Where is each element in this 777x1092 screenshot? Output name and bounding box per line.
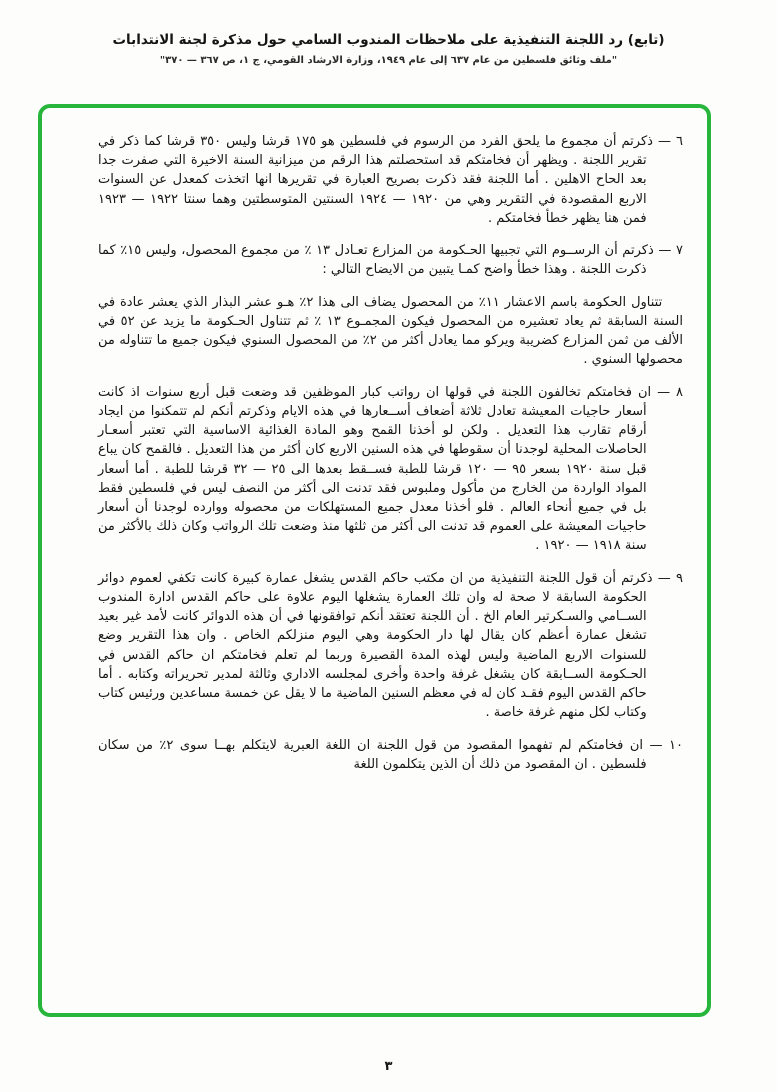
document-source-line: "ملف وثائق فلسطين من عام ٦٣٧ إلى عام ١٩٤٩، وزارة الارشاد القومي، ج ١، ص ٣٦٧ — ٣٧٠" xyxy=(159,55,618,66)
paragraph-7 xyxy=(98,241,683,279)
paragraph-9-text: ذكرتم أن قول اللجنة التنفيذية من ان مكتب حاكم القدس يشغل عمارة كبيرة كانت تكفي لعموم دوائر الحكومة السابقة لا صحة له وان تلك العمارة يشغلها اليوم علاوة على حاكم القدس ادارة المندوب الســامي والسـكرتير العام الخ . أن اللجنة تعتقد أنكم توافقونها في أن هذه الدوائر كانت لأمد غير بعيد تشغل عمارة أعظم كان يقال لها دار الحكومة وهي اليوم منزلكم الخاص . وان هذا التقرير وضع للسنوات الاربع الماضية وليس لهذه المدة القصيرة وربما لم تعلم فخامتكم ان حاكم القدس في الحـكومة الســابقة كان يشغل غرفة واحدة وأخرى لمجلسه الاداري وثالثة لمدير تحريراته وكتابه . أما حاكم القدس اليوم فقـد كان له في معظم السنين الماضية ما لا يقل عن خمسة مساعدين ورئيس كتاب وكتاب لكل منهم غرفة خاصة . xyxy=(98,570,653,721)
paragraph-6-text: ذكرتم أن مجموع ما يلحق الفرد من الرسوم في فلسطين هو ١٧٥ قرشا وليس ٣٥٠ قرشا كما ذكر في تقرير اللجنة . ويظهر أن فخامتكم قد استحصلتم هذا الرقم من ميزانية السنة الاخيرة التي صفرت جدا بعد الحاح الاهلين . أما اللجنة فقد ذكرت بصريح العبارة في تقريرها انها اتخذت كمعدل عن السنوات الاربع المقصودة في التقرير وهي من ١٩٢٠ — ١٩٢٤ السنتين المتوسطتين وهما سنتا ١٩٢٢ — ١٩٢٣ فمن هنا يظهر خطأ فخامتكم . xyxy=(98,134,653,226)
paragraph-9 xyxy=(98,569,683,723)
paragraph-7-number: ٧ — xyxy=(658,243,683,259)
page-number: ٣ xyxy=(384,1059,393,1074)
paragraph-7-subparagraph-text: تتناول الحكومة باسم الاعشار ١١٪ من المحصول يضاف الى هذا ٢٪ هـو عشر البذار الذي يعشر عادة في السنة السابقة ثم يعاد تعشيره من المحصول فيكون المجمـوع ١٣ ٪ ثم تتناول الحـكومة ما يزيد عن ٥٢ في الألف من ثمن المزارع كضريبة ويركو مما يعادل أكثر من ٢٪ من المحصول السنوي فيكون جميع ما تتناوله من محصولها السنوي . xyxy=(98,294,684,368)
paragraph-10-number: ١٠ — xyxy=(649,737,683,753)
document-header xyxy=(0,32,777,66)
paragraph-6 xyxy=(98,132,683,228)
paragraph-7-subparagraph xyxy=(98,293,683,370)
content-frame xyxy=(38,104,711,1017)
paragraph-10 xyxy=(98,736,683,774)
paragraph-8-text: ان فخامتكم تخالفون اللجنة في قولها ان رواتب كبار الموظفين قد وضعت قبل أربع سنوات اذ كانت أسعار حاجيات المعيشة تعادل ثلاثة أضعاف أســعارها في هذه الايام وذكرتم أنكم لم تتمكنوا من ايجاد أرقام تقارب هذا التعديل . ولكن لو أخذنا القمح وهو المادة الغذائية الاساسية التي تعتبر أسعـار الحاصلات المحلية لوجدنا أن سقوطها في هذه السنين الاربع كان أكثر من هذا التعديل . فالقمح كان يباع قبل سنة ١٩٢٠ بسعر ٩٥ — ١٢٠ قرشا للطبة فســقط بعدها الى ٢٥ — ٣٢ قرشا للطبة . أما أسعار المواد الواردة من الخارج من مأكول وملبوس فقد تدنت الى أكثر من النصف ليس في فلسطين فقط بل في جميع أنحاء العالم . فلو أخذنا معدل جميع المستهلكات من محصوله ووارده لوجدنا أن أسعار حاجيات المعيشة على العموم قد تدنت الى أكثر من ثلثها منذ وضعت تلك الرواتب وكان ذلك بالأكثر من سنة ١٩١٨ — ١٩٢٠ . xyxy=(98,384,652,554)
paragraph-8-number: ٨ — xyxy=(657,384,683,400)
paragraph-6-number: ٦ — xyxy=(658,134,684,149)
paragraph-10-text: ان فخامتكم لم تفهموا المقصود من قول اللجنة ان اللغة العبرية لايتكلم بهــا سوى ٢٪ من سكان فلسطين . ان المقصود من ذلك أن الذين يتكلمون اللغة xyxy=(98,737,647,772)
paragraph-8 xyxy=(98,383,683,556)
paragraph-7-text: ذكرتم أن الرســوم التي تجبيها الحـكومة من المزارع تعـادل ١٣ ٪ من مجموع المحصول، وليس ١٥٪ كما ذكرت اللجنة . وهذا خطأ واضح كمـا يتبين من الايضاح التالي : xyxy=(98,243,654,278)
paragraph-9-number: ٩ — xyxy=(657,570,683,586)
document-title: (تابع) رد اللجنة التنفيذية على ملاحظات المندوب السامي حول مذكرة لجنة الانتدابات xyxy=(112,32,665,48)
